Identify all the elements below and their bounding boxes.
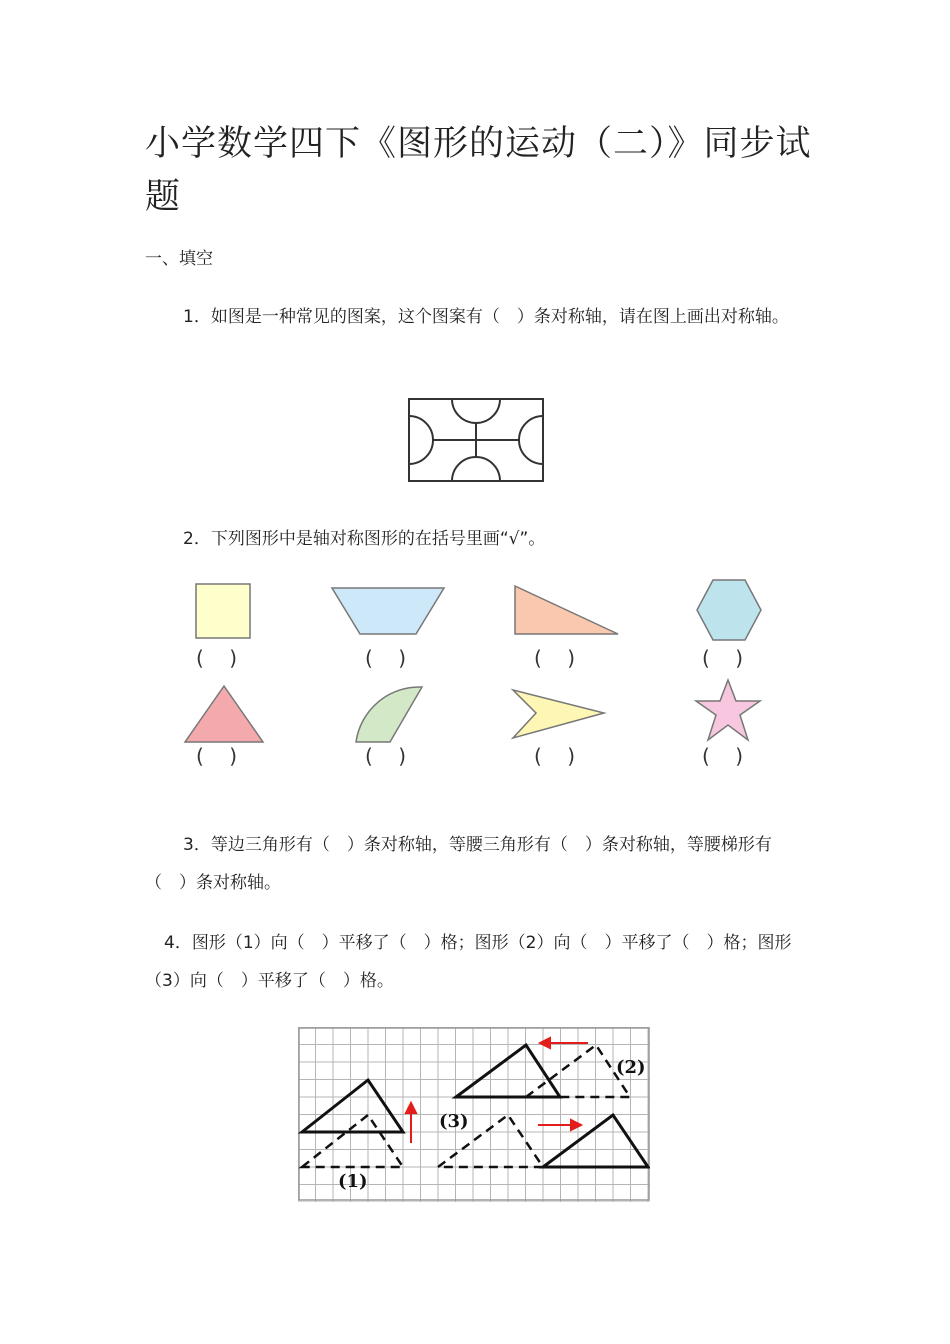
question-3: 3．等边三角形有（ ）条对称轴，等腰三角形有（ ）条对称轴，等腰梯形有（ ）条对称轴。: [145, 835, 772, 893]
figure-1-solid-triangle: [302, 1080, 403, 1132]
question-1: 1．如图是一种常见的图案，这个图案有（ ）条对称轴，请在图上画出对称轴。: [183, 307, 789, 327]
isosceles-triangle-shape: [185, 686, 263, 742]
answer-paren-square[interactable]: ( ): [196, 646, 238, 670]
answer-paren-triangle[interactable]: ( ): [196, 744, 238, 768]
question-2: 2．下列图形中是轴对称图形的在括号里画“√”。: [183, 529, 546, 549]
pattern-top-semicircle: [452, 399, 500, 423]
pattern-left-semicircle: [409, 416, 433, 464]
square-shape: [196, 584, 250, 638]
label-figure-3: (3): [439, 1111, 469, 1132]
pattern-bottom-semicircle: [452, 457, 500, 481]
figure-1-dashed-triangle: [302, 1115, 403, 1167]
answer-paren-arrowhead[interactable]: ( ): [534, 744, 576, 768]
label-figure-1: (1): [338, 1171, 368, 1192]
answer-paren-star[interactable]: ( ): [702, 744, 744, 768]
question-4: 4．图形（1）向（ ）平移了（ ）格；图形（2）向（ ）平移了（ ）格；图形（3）向（ ）平移了（ ）格。: [145, 933, 792, 991]
arrowhead-shape: [513, 690, 604, 738]
arrow-up-head: [406, 1103, 416, 1113]
answer-paren-trapezoid[interactable]: ( ): [365, 646, 407, 670]
arrow-left-head: [540, 1038, 550, 1048]
q1-pattern-figure: [406, 396, 546, 484]
hexagon-shape: [697, 580, 761, 640]
right-triangle-shape: [515, 586, 618, 634]
answer-paren-hexagon[interactable]: ( ): [702, 646, 744, 670]
label-figure-2: (2): [616, 1057, 646, 1078]
sector-shape: [356, 687, 422, 742]
section-heading-fill-blank: 一、填空: [145, 249, 213, 269]
page-title: 小学数学四下《图形的运动（二）》同步试题: [145, 124, 812, 217]
q4-translation-grid: [298, 1027, 650, 1202]
answer-paren-right-triangle[interactable]: ( ): [534, 646, 576, 670]
answer-paren-sector[interactable]: ( ): [365, 744, 407, 768]
q2-shapes: [170, 570, 790, 780]
star-shape: [696, 680, 760, 740]
pattern-right-semicircle: [519, 416, 543, 464]
arrow-right-head: [571, 1120, 581, 1130]
trapezoid-shape: [332, 588, 444, 634]
